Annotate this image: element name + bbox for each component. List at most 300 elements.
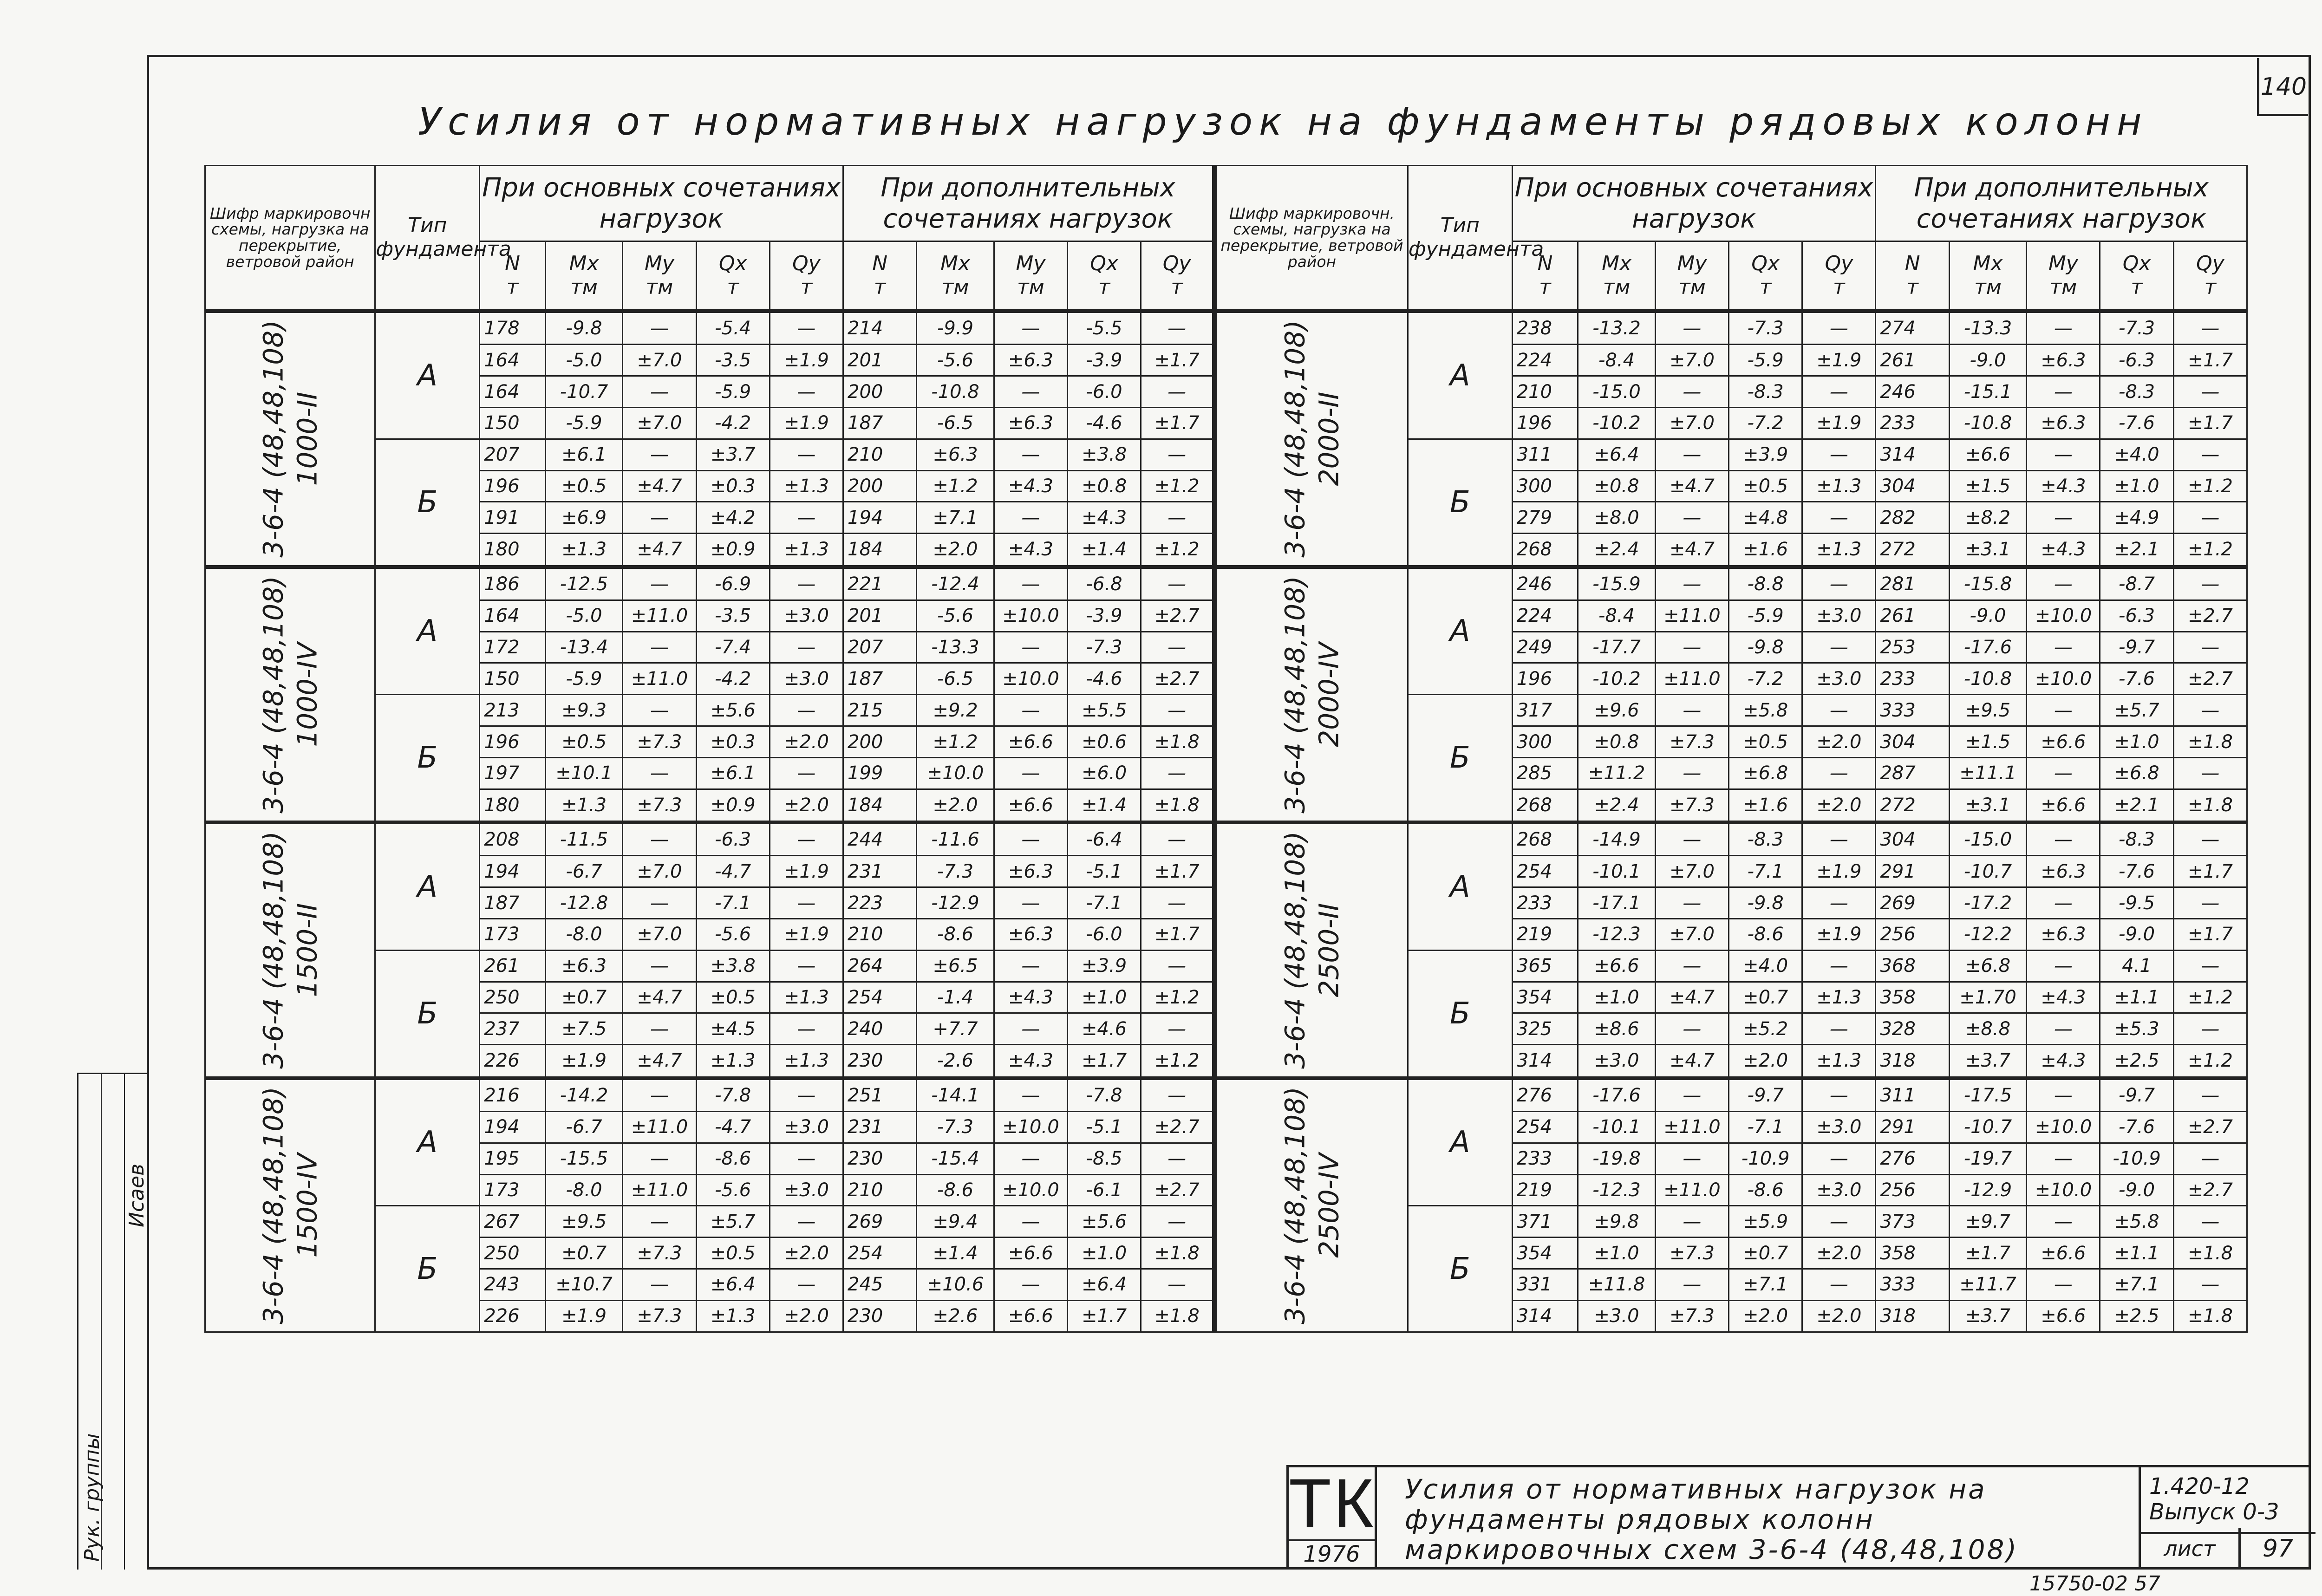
table-cell: —	[1141, 695, 1214, 726]
table-cell: ±11.0	[623, 663, 696, 695]
table-cell: ±3.0	[770, 663, 843, 695]
table-cell: ±1.4	[1067, 789, 1141, 822]
table-cell: 230	[843, 1045, 917, 1078]
table-cell: 186	[480, 567, 546, 600]
table-cell: ±5.9	[1729, 1206, 1802, 1238]
scheme-label-right	[1214, 1078, 1408, 1332]
table-cell: -9.8	[1729, 887, 1802, 919]
table-cell: ±3.7	[1949, 1300, 2027, 1332]
table-cell: ±4.7	[1655, 1045, 1728, 1078]
table-cell: 221	[843, 567, 917, 600]
table-cell: ±3.0	[1802, 663, 1876, 695]
table-cell: -6.0	[1067, 376, 1141, 408]
table-cell: ±1.7	[1067, 1300, 1141, 1332]
table-cell: ±4.3	[994, 1045, 1067, 1078]
bottom-note: 15750-02 57	[2029, 1572, 2160, 1596]
scheme-label-left	[205, 1078, 375, 1332]
table-cell: 230	[843, 1300, 917, 1332]
table-cell: -5.6	[917, 345, 994, 376]
table-cell: 333	[1876, 1269, 1949, 1301]
issue-label: Выпуск 0-3	[2149, 1499, 2279, 1525]
table-cell: ±11.1	[1949, 757, 2027, 789]
table-cell: 325	[1512, 1013, 1578, 1045]
symbol-header: My тм	[623, 241, 696, 312]
table-cell: —	[2173, 376, 2247, 408]
table-cell: —	[1655, 1143, 1728, 1174]
table-cell: ±2.0	[917, 534, 994, 567]
table-cell: -7.1	[696, 887, 770, 919]
table-cell: -10.8	[917, 376, 994, 408]
table-cell: 250	[480, 982, 546, 1013]
symbol-header: N т	[843, 241, 917, 312]
table-cell: ±4.7	[623, 982, 696, 1013]
table-cell: -10.7	[1949, 1111, 2027, 1143]
table-cell: —	[994, 1269, 1067, 1301]
table-cell: ±11.0	[1655, 1174, 1728, 1206]
table-cell: ±4.3	[2027, 534, 2100, 567]
table-cell: -15.9	[1578, 567, 1656, 600]
table-cell: —	[1655, 695, 1728, 726]
table-cell: ±1.3	[696, 1300, 770, 1332]
table-cell: —	[770, 822, 843, 856]
table-cell: -8.6	[917, 919, 994, 951]
table-cell: ±4.7	[623, 470, 696, 502]
table-cell: 261	[480, 950, 546, 982]
table-cell: 291	[1876, 856, 1949, 887]
table-cell: ±2.0	[1802, 726, 1876, 758]
table-cell: ±7.0	[623, 407, 696, 439]
table-cell: -12.9	[1949, 1174, 2027, 1206]
table-cell: 226	[480, 1300, 546, 1332]
table-cell: 311	[1876, 1078, 1949, 1112]
symbol-header: N т	[1512, 241, 1578, 312]
foundation-type: Б	[375, 950, 480, 1078]
table-cell: ±6.6	[2027, 1300, 2100, 1332]
table-cell: ±4.3	[994, 982, 1067, 1013]
table-cell: -6.7	[545, 856, 623, 887]
table-cell: ±1.8	[1141, 789, 1214, 822]
table-cell: 233	[1876, 407, 1949, 439]
table-cell: —	[623, 502, 696, 534]
table-cell: —	[994, 311, 1067, 345]
table-cell: ±4.3	[994, 534, 1067, 567]
foundation-type: Б	[375, 1206, 480, 1332]
table-cell: —	[1802, 1013, 1876, 1045]
table-cell: ±1.9	[545, 1300, 623, 1332]
table-cell: —	[1655, 632, 1728, 663]
symbol-header: N т	[1876, 241, 1949, 312]
table-cell: ±4.7	[1655, 982, 1728, 1013]
table-cell: ±3.8	[1067, 439, 1141, 470]
table-cell: ±1.9	[1802, 919, 1876, 951]
table-cell: 207	[843, 632, 917, 663]
table-cell: ±5.7	[696, 1206, 770, 1238]
table-cell: ±1.9	[770, 345, 843, 376]
table-cell: —	[2027, 567, 2100, 600]
table-cell: —	[2027, 1078, 2100, 1112]
table-cell: 246	[1512, 567, 1578, 600]
table-cell: -15.0	[1949, 822, 2027, 856]
table-cell: 238	[1512, 311, 1578, 345]
table-cell: ±1.0	[2100, 470, 2173, 502]
table-cell: ±0.6	[1067, 726, 1141, 758]
table-cell: ±3.8	[696, 950, 770, 982]
table-cell: ±3.1	[1949, 534, 2027, 567]
table-cell: 180	[480, 789, 546, 822]
table-cell: -6.9	[696, 567, 770, 600]
table-cell: ±8.2	[1949, 502, 2027, 534]
table-cell: —	[994, 632, 1067, 663]
table-cell: 194	[843, 502, 917, 534]
table-cell: ±2.7	[2173, 600, 2247, 632]
table-cell: -3.5	[696, 600, 770, 632]
table-cell: 194	[480, 1111, 546, 1143]
stamp-role-1: Рук. группы	[80, 1433, 104, 1562]
table-cell: ±6.9	[545, 502, 623, 534]
table-cell: 184	[843, 789, 917, 822]
table-cell: -7.8	[696, 1078, 770, 1112]
table-cell: 187	[480, 887, 546, 919]
table-cell: —	[1141, 950, 1214, 982]
table-cell: -13.3	[1949, 311, 2027, 345]
table-cell: ±2.0	[770, 1238, 843, 1269]
table-cell: -10.7	[545, 376, 623, 408]
table-cell: —	[2173, 822, 2247, 856]
table-cell: -9.0	[2100, 919, 2173, 951]
table-cell: 172	[480, 632, 546, 663]
table-cell: —	[2173, 632, 2247, 663]
table-cell: ±1.0	[1578, 982, 1656, 1013]
table-cell: 210	[843, 1174, 917, 1206]
table-cell: ±0.7	[1729, 982, 1802, 1013]
table-cell: 197	[480, 757, 546, 789]
table-cell: —	[623, 567, 696, 600]
table-cell: ±1.8	[2173, 1300, 2247, 1332]
table-cell: —	[770, 439, 843, 470]
table-cell: ±2.7	[1141, 1174, 1214, 1206]
table-cell: -10.1	[1578, 1111, 1656, 1143]
table-row	[205, 1078, 2247, 1112]
table-cell: ±1.7	[1141, 407, 1214, 439]
table-cell: ±6.3	[994, 919, 1067, 951]
table-cell: ±7.3	[623, 789, 696, 822]
table-cell: -5.1	[1067, 1111, 1141, 1143]
symbol-header: Mx тм	[1949, 241, 2027, 312]
table-cell: —	[2027, 376, 2100, 408]
scheme-label-left	[205, 311, 375, 567]
scheme-label-right	[1214, 311, 1408, 567]
table-cell: ±11.0	[623, 1111, 696, 1143]
table-cell: 207	[480, 439, 546, 470]
table-cell: -7.6	[2100, 407, 2173, 439]
table-cell: ±2.6	[917, 1300, 994, 1332]
table-cell: -14.9	[1578, 822, 1656, 856]
table-cell: ±1.2	[917, 726, 994, 758]
table-cell: —	[1802, 502, 1876, 534]
table-cell: —	[1655, 822, 1728, 856]
table-cell: —	[1802, 887, 1876, 919]
table-cell: +7.7	[917, 1013, 994, 1045]
table-cell: 268	[1512, 789, 1578, 822]
table-cell: ±2.5	[2100, 1045, 2173, 1078]
table-cell: -8.0	[545, 919, 623, 951]
table-cell: 251	[843, 1078, 917, 1112]
table-cell: ±4.2	[696, 502, 770, 534]
table-cell: ±3.0	[1802, 1111, 1876, 1143]
table-cell: 164	[480, 600, 546, 632]
table-cell: 285	[1512, 757, 1578, 789]
table-cell: ±2.0	[917, 789, 994, 822]
scheme-cipher: 3-6-4 (48,48,108)	[1279, 576, 1311, 814]
table-cell: —	[2027, 1143, 2100, 1174]
table-cell: —	[1655, 1013, 1728, 1045]
table-cell: —	[2027, 950, 2100, 982]
table-cell: -17.2	[1949, 887, 2027, 919]
table-cell: 304	[1876, 726, 1949, 758]
table-cell: 246	[1876, 376, 1949, 408]
title-block	[1286, 1465, 2311, 1570]
table-cell: ±5.6	[696, 695, 770, 726]
table-cell: -6.3	[2100, 600, 2173, 632]
table-cell: ±2.1	[2100, 534, 2173, 567]
table-cell: ±7.1	[917, 502, 994, 534]
table-cell: -8.8	[1729, 567, 1802, 600]
table-cell: —	[2027, 822, 2100, 856]
table-cell: ±7.5	[545, 1013, 623, 1045]
table-cell: 233	[1876, 663, 1949, 695]
table-cell: —	[1141, 376, 1214, 408]
table-cell: ±6.6	[1578, 950, 1656, 982]
table-cell: ±11.8	[1578, 1269, 1656, 1301]
foundation-type: А	[1408, 567, 1512, 695]
table-cell: ±7.1	[2100, 1269, 2173, 1301]
table-cell: 311	[1512, 439, 1578, 470]
table-cell: 201	[843, 345, 917, 376]
table-cell: -10.2	[1578, 407, 1656, 439]
table-cell: ±4.3	[2027, 470, 2100, 502]
table-cell: ±3.7	[1949, 1045, 2027, 1078]
additional-header: При дополнительных сочетаниях нагрузок	[843, 166, 1215, 241]
table-cell: —	[994, 1078, 1067, 1112]
table-cell: —	[2173, 311, 2247, 345]
table-cell: ±11.2	[1578, 757, 1656, 789]
table-cell: —	[1802, 311, 1876, 345]
table-cell: 354	[1512, 982, 1578, 1013]
scheme-load: 2500-IV	[1312, 1153, 1344, 1258]
table-cell: —	[1802, 632, 1876, 663]
table-cell: 194	[480, 856, 546, 887]
table-cell: -9.5	[2100, 887, 2173, 919]
table-cell: —	[2173, 757, 2247, 789]
table-cell: ±7.0	[623, 856, 696, 887]
table-cell: —	[1655, 887, 1728, 919]
table-cell: —	[2027, 439, 2100, 470]
table-cell: 253	[1876, 632, 1949, 663]
table-cell: ±2.0	[770, 1300, 843, 1332]
table-cell: ±1.3	[1802, 1045, 1876, 1078]
table-cell: —	[994, 439, 1067, 470]
table-cell: —	[1655, 376, 1728, 408]
table-cell: —	[2173, 950, 2247, 982]
table-cell: ±11.0	[1655, 663, 1728, 695]
scheme-load: 1000-IV	[291, 642, 323, 747]
table-cell: ±1.8	[2173, 789, 2247, 822]
table-cell: —	[2173, 439, 2247, 470]
table-cell: 279	[1512, 502, 1578, 534]
table-cell: ±9.5	[1949, 695, 2027, 726]
table-cell: 233	[1512, 1143, 1578, 1174]
table-cell: 267	[480, 1206, 546, 1238]
foundation-type: Б	[1408, 695, 1512, 822]
scheme-cipher: 3-6-4 (48,48,108)	[257, 1087, 289, 1325]
table-cell: —	[623, 757, 696, 789]
table-cell: 368	[1876, 950, 1949, 982]
table-cell: —	[1655, 1078, 1728, 1112]
table-cell: ±1.7	[1141, 919, 1214, 951]
table-cell: -12.4	[917, 567, 994, 600]
table-cell: —	[2173, 887, 2247, 919]
table-cell: -7.3	[1729, 311, 1802, 345]
table-cell: ±3.0	[1802, 1174, 1876, 1206]
table-cell: —	[1141, 632, 1214, 663]
table-cell: —	[1141, 1013, 1214, 1045]
table-cell: —	[1802, 376, 1876, 408]
table-cell: 180	[480, 534, 546, 567]
table-cell: —	[770, 887, 843, 919]
table-cell: ±4.7	[623, 1045, 696, 1078]
table-cell: -4.2	[696, 407, 770, 439]
table-cell: ±1.3	[696, 1045, 770, 1078]
table-cell: ±1.9	[770, 856, 843, 887]
table-cell: 314	[1512, 1300, 1578, 1332]
table-cell: ±6.8	[1949, 950, 2027, 982]
table-cell: ±10.0	[994, 1111, 1067, 1143]
table-cell: —	[2027, 1013, 2100, 1045]
table-cell: ±6.1	[696, 757, 770, 789]
table-cell: 365	[1512, 950, 1578, 982]
table-cell: ±7.3	[623, 726, 696, 758]
table-cell: —	[1141, 1143, 1214, 1174]
table-cell: 250	[480, 1238, 546, 1269]
table-cell: -9.9	[917, 311, 994, 345]
table-cell: ±0.9	[696, 789, 770, 822]
table-cell: ±0.7	[545, 1238, 623, 1269]
sheet-page-number: 97	[2262, 1535, 2294, 1563]
table-cell: ±0.3	[696, 726, 770, 758]
table-cell: -11.6	[917, 822, 994, 856]
table-cell: 261	[1876, 600, 1949, 632]
table-cell: -6.8	[1067, 567, 1141, 600]
scheme-load: 1000-II	[291, 391, 323, 486]
table-cell: ±1.8	[2173, 726, 2247, 758]
table-cell: —	[623, 311, 696, 345]
table-cell: 164	[480, 376, 546, 408]
table-cell: -7.1	[1729, 1111, 1802, 1143]
table-cell: ±1.3	[770, 1045, 843, 1078]
table-cell: 150	[480, 663, 546, 695]
table-cell: -8.6	[696, 1143, 770, 1174]
table-cell: ±0.8	[1578, 726, 1656, 758]
table-cell: -7.3	[1067, 632, 1141, 663]
table-cell: ±11.0	[1655, 600, 1728, 632]
table-cell: ±1.3	[770, 982, 843, 1013]
table-cell: ±1.7	[2173, 407, 2247, 439]
scheme-label-left	[205, 567, 375, 823]
table-cell: —	[1655, 1269, 1728, 1301]
table-cell: ±10.7	[545, 1269, 623, 1301]
table-cell: -8.4	[1578, 600, 1656, 632]
table-cell: —	[623, 439, 696, 470]
table-cell: ±6.3	[2027, 345, 2100, 376]
table-cell: ±5.6	[1067, 1206, 1141, 1238]
table-cell: —	[1141, 567, 1214, 600]
table-cell: 214	[843, 311, 917, 345]
table-cell: -5.6	[917, 600, 994, 632]
table-cell: ±4.7	[1655, 534, 1728, 567]
table-cell: -7.3	[917, 1111, 994, 1143]
table-cell: -7.8	[1067, 1078, 1141, 1112]
table-cell: —	[994, 950, 1067, 982]
table-cell: ±2.4	[1578, 534, 1656, 567]
table-cell: 254	[1512, 856, 1578, 887]
table-cell: ±10.0	[994, 600, 1067, 632]
table-cell: 178	[480, 311, 546, 345]
table-cell: ±1.9	[545, 1045, 623, 1078]
table-cell: 187	[843, 407, 917, 439]
table-cell: —	[1802, 757, 1876, 789]
table-cell: -6.3	[696, 822, 770, 856]
table-cell: —	[623, 695, 696, 726]
table-cell: 276	[1512, 1078, 1578, 1112]
table-cell: ±11.0	[623, 1174, 696, 1206]
table-cell: 187	[843, 663, 917, 695]
scheme-cipher: 3-6-4 (48,48,108)	[257, 576, 289, 814]
table-cell: —	[1655, 567, 1728, 600]
table-cell: ±4.3	[994, 470, 1067, 502]
table-cell: -7.2	[1729, 663, 1802, 695]
table-cell: 274	[1876, 311, 1949, 345]
table-cell: 314	[1876, 439, 1949, 470]
table-cell: —	[1802, 1143, 1876, 1174]
table-cell: -4.2	[696, 663, 770, 695]
page-title: Усилия от нормативных нагрузок на фундаменты рядовых колонн	[418, 100, 2148, 144]
table-cell: ±5.2	[1729, 1013, 1802, 1045]
table-cell: -10.7	[1949, 856, 2027, 887]
table-cell: ±3.9	[1067, 950, 1141, 982]
table-cell: ±1.1	[2100, 1238, 2173, 1269]
table-cell: —	[2173, 1143, 2247, 1174]
table-cell: -15.5	[545, 1143, 623, 1174]
table-cell: ±6.4	[1067, 1269, 1141, 1301]
cipher-header-right: Шифр маркировочн. схемы, нагрузка на перекрытие, ветровой район	[1214, 166, 1408, 312]
scheme-load: 2000-II	[1312, 391, 1344, 486]
table-cell: -4.6	[1067, 407, 1141, 439]
table-cell: -15.8	[1949, 567, 2027, 600]
foundation-type: А	[375, 311, 480, 439]
table-cell: 230	[843, 1143, 917, 1174]
table-cell: ±1.0	[2100, 726, 2173, 758]
table-cell: —	[1655, 311, 1728, 345]
table-cell: -19.7	[1949, 1143, 2027, 1174]
table-cell: —	[770, 695, 843, 726]
table-cell: —	[1141, 1269, 1214, 1301]
table-cell: ±6.5	[917, 950, 994, 982]
table-cell: -19.8	[1578, 1143, 1656, 1174]
table-cell: ±7.3	[623, 1300, 696, 1332]
table-cell: 200	[843, 376, 917, 408]
table-cell: -5.9	[1729, 600, 1802, 632]
table-cell: —	[2173, 1013, 2247, 1045]
